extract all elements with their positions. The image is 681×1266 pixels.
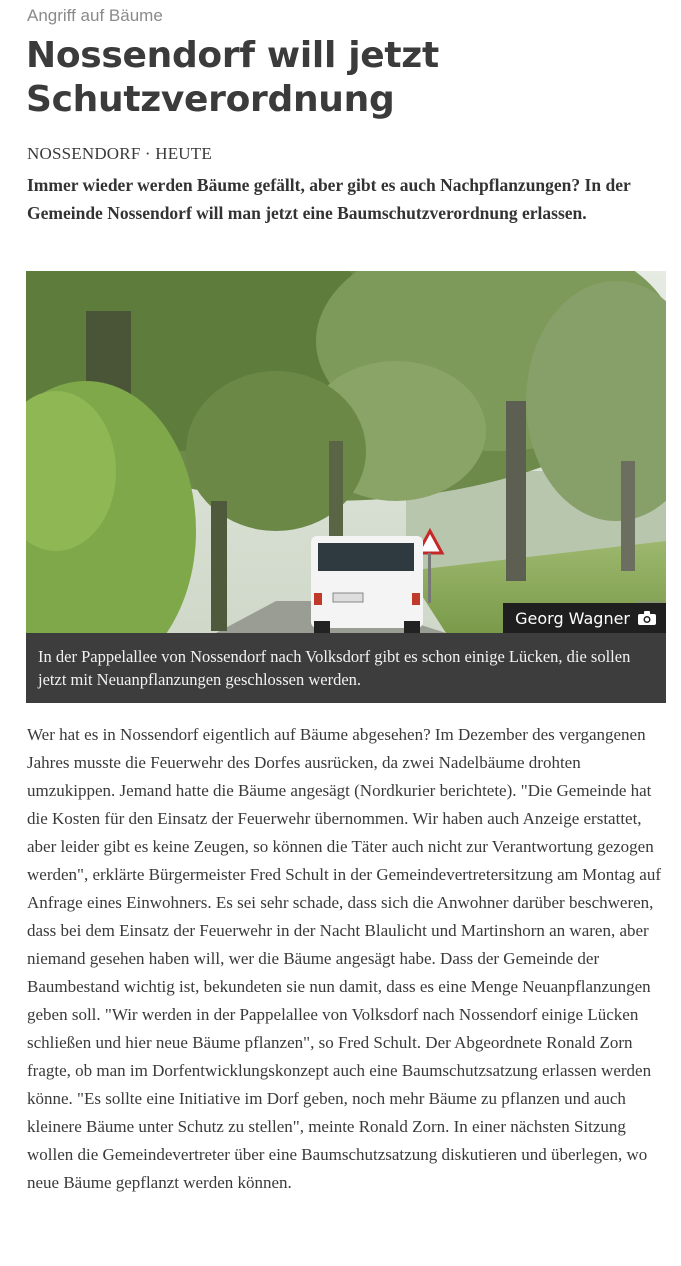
article-kicker: Angriff auf Bäume — [27, 6, 163, 25]
article-dateline: NOSSENDORF · HEUTE — [27, 144, 212, 163]
article-photo[interactable] — [26, 271, 666, 633]
tree-lined-road-photo — [26, 271, 666, 633]
photo-credit — [503, 603, 666, 633]
photo-caption-bar — [26, 633, 666, 703]
photo-credit-name: Georg Wagner — [515, 608, 630, 628]
camera-icon — [638, 611, 656, 625]
article-body: Wer hat es in Nossendorf eigentlich auf Bäume abgesehen? Im Dezember des vergangenen Jahres musste die Feuerwehr des Dorfes ausrücken, da zwei Nadelbäume drohten umzukippen. Jemand hatte die Bäume angesägt (Nordkurier berichtete). "Die Gemeinde hat die Kosten für den Einsatz der Feuerwehr übernommen. Wir haben auch Anzeige erstattet, aber leider gibt es keine Zeugen, so können die Täter auch nicht zur Verantwortung gezogen werden", erklärte Bürgermeister Fred Schult in der Gemeindevertretersitzung am Montag auf Anfrage eines Einwohners. Es sei sehr schade, dass sich die Anwohner darüber beschweren, dass bei dem Einsatz der Feuerwehr in der Nacht Blaulicht und Martinshorn an waren, aber niemand gesehen haben will, wer die Bäume angesägt habe. Dass der Gemeinde der Baumbestand wichtig ist, bekundeten sie nun damit, dass es eine Menge Neuanpflanzungen geben soll. "Wir werden in der Pappelallee von Volksdorf nach Nossendorf einige Lücken schließen und hier neue Bäume pflanzen", so Fred Schult. Der Abgeordnete Ronald Zorn fragte, ob man im Dorfentwicklungskonzept auch eine Baumschutzsatzung erlassen werden könne. "Es sollte eine Initiative im Dorf geben, noch mehr Bäume zu pflanzen und auch kleinere Bäume unter Schutz zu stellen", meinte Ronald Zorn. In einer nächsten Sitzung wollen die Gemeindevertreter über eine Baumschutzsatzung diskutieren und überlegen, wo neue Bäume gepflanzt werden können. — [27, 725, 661, 1192]
article-headline: Nossendorf will jetzt Schutzverordnung — [26, 35, 439, 120]
article-figure — [26, 271, 666, 703]
photo-caption: In der Pappelallee von Nossendorf nach Volksdorf gibt es schon einige Lücken, die sollen jetzt mit Neuanpflanzungen geschlossen werden. — [38, 647, 631, 689]
article-lead: Immer wieder werden Bäume gefällt, aber gibt es auch Nachpflanzungen? In der Gemeinde Nossendorf will man jetzt eine Baumschutzverordnung erlassen. — [27, 175, 631, 223]
